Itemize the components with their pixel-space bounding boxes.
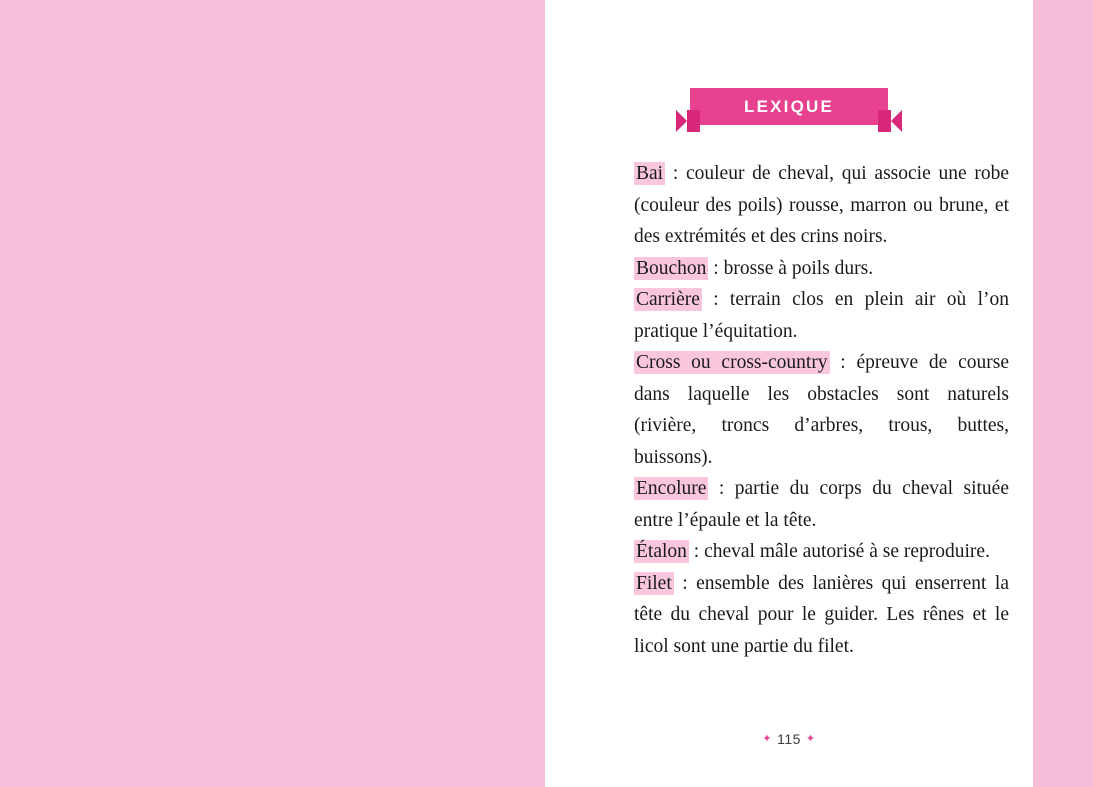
- ribbon-notch-left-icon: [676, 110, 687, 132]
- glossary-term: Encolure: [636, 478, 707, 499]
- page-folio: [545, 731, 1033, 747]
- folio-ornament-left-icon: ✦: [762, 733, 773, 745]
- list-item: [634, 347, 1009, 473]
- glossary-definition: : couleur de cheval, qui associe une robe (couleur des poils) rousse, marron ou brune, et des extrémités et des crins noirs.: [634, 163, 1009, 247]
- glossary-term: Filet: [636, 572, 672, 594]
- glossary-definition: : brosse à poils durs.: [708, 257, 874, 279]
- glossary-term: Bouchon: [636, 257, 707, 279]
- glossary-term: Cross ou cross-country: [636, 352, 828, 373]
- page-number: 115: [777, 731, 801, 747]
- list-item: [634, 536, 1009, 568]
- glossary-list: [634, 158, 1009, 662]
- banner-title: LEXIQUE: [743, 96, 835, 116]
- page-right-lexique: [545, 0, 1033, 787]
- page-left-blank: [0, 0, 545, 787]
- list-item: [634, 473, 1009, 536]
- glossary-definition: : cheval mâle autorisé à se reproduire.: [688, 541, 990, 562]
- glossary-definition: : épreuve de course dans laquelle les obstacles sont naturels (rivière, troncs d’arbres, trous, buttes, buissons).: [634, 352, 1009, 468]
- list-item: [634, 568, 1009, 663]
- folio-ornament-right-icon: ✦: [805, 733, 816, 745]
- glossary-term: Carrière: [636, 289, 700, 310]
- glossary-definition: : partie du corps du cheval située entre l’épaule et la tête.: [634, 478, 1009, 531]
- list-item: [634, 284, 1009, 347]
- list-item: [634, 253, 1009, 285]
- ribbon-body: [690, 88, 888, 125]
- glossary-term: Étalon: [636, 541, 687, 562]
- glossary-definition: : terrain clos en plein air où l’on pratique l’équitation.: [634, 289, 1009, 342]
- glossary-definition: : ensemble des lanières qui enserrent la tête du cheval pour le guider. Les rênes et le licol sont une partie du filet.: [634, 572, 1009, 657]
- page-outer-margin: [1033, 0, 1093, 787]
- glossary-term: Bai: [636, 163, 664, 184]
- list-item: [634, 158, 1009, 253]
- lexique-banner: [545, 88, 1033, 125]
- ribbon-notch-right-icon: [891, 110, 902, 132]
